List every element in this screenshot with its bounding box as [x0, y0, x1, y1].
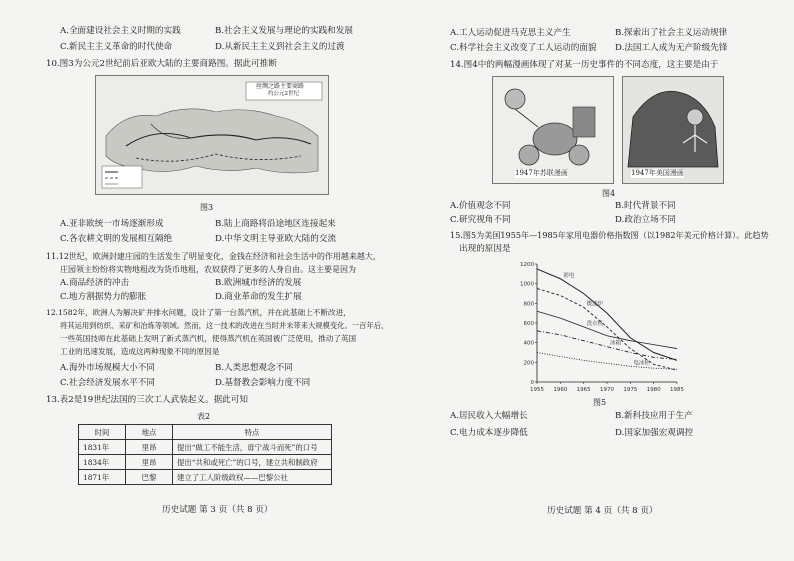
prev-option-b: B.社会主义发展与理论的实践和发展 [215, 26, 353, 36]
cell-time: 1834年 [79, 455, 126, 470]
cartoon-soviet-graphic [493, 77, 613, 183]
figure-4-label: 图4 [602, 189, 616, 198]
chart-series-labels [563, 271, 650, 367]
series-label-2: 微波炉 [586, 301, 604, 308]
q11-option-a: A.商品经济的冲击 [60, 278, 130, 288]
chart-series [537, 269, 677, 370]
series-line-1 [537, 269, 677, 360]
cartoon-soviet [492, 76, 614, 184]
q15-option-d: D.国家加强宏观调控 [615, 428, 694, 438]
q14-option-d: D.政治立场不同 [615, 215, 676, 225]
q12-option-d: D.基督教会影响力度不同 [215, 378, 311, 388]
q15-option-c: C.电力成本逐步降低 [450, 428, 528, 438]
y-tick-label: 800 [523, 301, 534, 308]
q13-option-a: A.工人运动促进马克思主义产生 [450, 28, 571, 38]
page-3-footer: 历史试题 第 3 页（共 8 页） [162, 505, 273, 515]
question-11-line1: 11.12世纪，欧洲封建庄园的生活发生了明显变化，金钱在经济和社会生活中的作用越来越大， [46, 252, 381, 261]
uprising-table [78, 424, 332, 485]
y-tick-label: 1000 [520, 281, 534, 288]
question-11-line2: 庄园领主纷纷将实物地租改为货币地租，农奴获得了更多的人身自由。这主要是因为 [60, 265, 356, 274]
figure-5-label: 图5 [593, 398, 607, 407]
header-place: 地点 [126, 425, 173, 440]
q13-option-c: C.科学社会主义改变了工人运动的面貌 [450, 43, 597, 53]
series-line-2 [537, 289, 677, 371]
trade-route-map [95, 75, 329, 195]
q15-option-b: B.新科技应用于生产 [615, 411, 693, 421]
x-tick-label: 1985 [670, 387, 684, 393]
series-line-3 [537, 311, 677, 348]
cartoon-soviet-caption: 1947年苏联漫画 [515, 169, 568, 177]
prev-option-c: C.新民主主义革命的时代使命 [60, 42, 173, 52]
x-tick-label: 1965 [576, 387, 591, 393]
series-label-1: 彩电 [563, 272, 575, 279]
question-12-line1: 12.1582年，欧洲人为解决矿井排水问题，设计了第一台蒸汽机，并在此基础上不断改进， [46, 308, 351, 317]
map-subtitle: 约公元2世纪 [268, 91, 299, 97]
q10-option-b: B.陆上商路将沿途地区连接起来 [215, 219, 336, 229]
table-2-label: 表2 [197, 412, 211, 421]
cartoon-american-caption: 1947年美国漫画 [631, 169, 684, 177]
q13-option-d: D.法国工人成为无产阶级先锋 [615, 43, 728, 53]
q11-option-b: B.欧洲城市经济的发展 [215, 278, 302, 288]
x-tick-label: 1955 [530, 387, 544, 393]
series-label-4: 冰箱 [610, 340, 622, 347]
table-row [79, 440, 332, 455]
q12-option-b: B.人类思想观念不同 [215, 363, 293, 373]
q10-option-d: D.中华文明主导亚欧大陆的交流 [215, 234, 337, 244]
header-feature: 特点 [173, 425, 332, 440]
cell-feature: 建立了工人阶级政权——巴黎公社 [173, 470, 332, 485]
cartoon-american [622, 76, 724, 184]
cell-place: 巴黎 [126, 470, 173, 485]
q14-option-c: C.研究视角不同 [450, 215, 511, 225]
x-tick-label: 1980 [646, 387, 661, 393]
table-row [79, 455, 332, 470]
q13-option-b: B.探索出了社会主义运动规律 [615, 28, 728, 38]
q15-option-a: A.居民收入大幅增长 [450, 411, 528, 421]
q12-option-c: C.社会经济发展水平不同 [60, 378, 155, 388]
q14-option-b: B.时代背景不同 [615, 201, 676, 211]
question-15-line2: 出现的原因是 [459, 244, 511, 254]
series-label-3: 洗衣机 [586, 320, 604, 327]
map-title: 丝绸之路主要商路 [256, 83, 305, 90]
chart-axes [520, 262, 684, 393]
page-4-footer: 历史试题 第 4 页（共 8 页） [547, 506, 658, 516]
question-14-stem: 14.图4中的两幅漫画体现了对某一历史事件的不同态度，这主要是由于 [450, 60, 719, 70]
cell-place: 里昂 [126, 455, 173, 470]
q11-option-c: C.地方割据势力的膨胀 [60, 292, 147, 302]
question-12-line3: 一些英国技师在此基础上发明了新式蒸汽机，使得蒸汽机在英国被广泛使用，推动了英国 [60, 334, 357, 343]
cell-feature: 提出“做工不能生活，毋宁战斗而死”的口号 [173, 440, 332, 455]
question-12-line2: 将其运用到纺织、采矿和冶炼等领域。然而，这一技术的改进在当时并未带来大规模变化。一百年后， [60, 321, 389, 330]
question-15-line1: 15.图5为美国1955年—1985年家用电器价格指数图（以1982年美元价格计算）。此趋势 [450, 230, 769, 240]
page-4 [397, 0, 794, 561]
y-tick-label: 400 [523, 340, 534, 347]
q11-option-d: D.商业革命的发生扩展 [215, 292, 302, 302]
q10-option-c: C.各农耕文明的发展相互隔绝 [60, 234, 173, 244]
cartoon-american-graphic [623, 77, 723, 183]
cell-time: 1871年 [79, 470, 126, 485]
q14-option-a: A.价值观念不同 [450, 201, 511, 211]
series-line-5 [537, 353, 677, 370]
cell-feature: 提出“共和或死亡”的口号，建立共和制政府 [173, 455, 332, 470]
x-tick-label: 1960 [553, 387, 568, 393]
question-13-stem: 13.表2是19世纪法国的三次工人武装起义。据此可知 [46, 395, 248, 405]
y-tick-label: 200 [523, 360, 534, 367]
cell-time: 1831年 [79, 440, 126, 455]
q10-option-a: A.亚非欧统一市场逐渐形成 [60, 219, 164, 229]
series-label-5: 电冰柜 [633, 360, 650, 367]
table-row [79, 470, 332, 485]
question-12-line4: 工业的迅速发展，造成这两种现象不同的原因是 [60, 347, 220, 356]
appliance-price-chart [515, 258, 685, 396]
y-tick-label: 1200 [520, 262, 534, 268]
prev-option-d: D.从新民主主义到社会主义的过渡 [215, 42, 345, 52]
q12-option-a: A.海外市场规模大小不同 [60, 363, 155, 373]
y-tick-label: 600 [523, 321, 534, 327]
x-tick-label: 1970 [600, 387, 614, 393]
y-tick-label: 0 [530, 380, 534, 386]
figure-3-label: 图3 [200, 203, 214, 212]
prev-option-a: A.全面建设社会主义时期的实践 [60, 26, 181, 36]
question-10-stem: 10.图3为公元2世纪前后亚欧大陆的主要商路图。据此可推断 [46, 59, 277, 69]
cell-place: 里昂 [126, 440, 173, 455]
x-tick-label: 1975 [623, 387, 638, 393]
header-time: 时间 [79, 425, 126, 440]
table-header-row [79, 425, 332, 440]
